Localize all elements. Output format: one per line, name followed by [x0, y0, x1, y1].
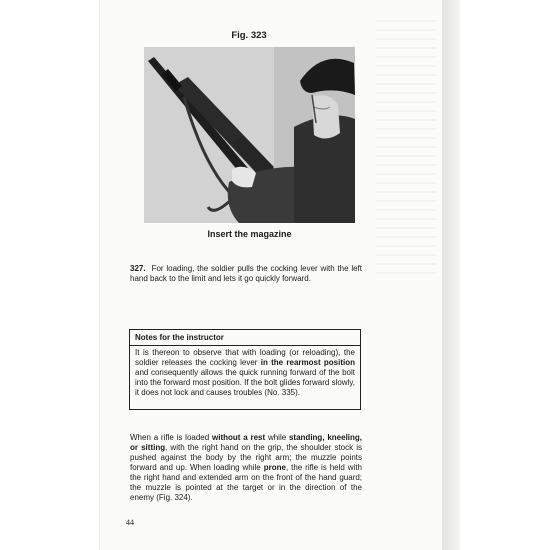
paragraph-text: while — [265, 433, 289, 442]
paragraph-text: , with the right hand on the grip, the shoulder stock is pushed against the body by the right arm; the muzzle points forward and up. When loading while — [130, 443, 363, 472]
paragraph-number: 327. — [130, 264, 146, 273]
notes-divider — [130, 345, 360, 346]
figure-photo — [144, 47, 355, 223]
scan-margin-right — [442, 0, 460, 550]
figure-label: Fig. 323 — [231, 30, 267, 41]
paragraph-327 — [130, 264, 362, 284]
page-number: 44 — [126, 518, 134, 527]
instructor-notes-box — [129, 329, 361, 410]
paragraph-text: When a rifle is loaded — [130, 433, 212, 442]
paragraph-emphasis: prone — [263, 463, 286, 472]
figure-caption: Insert the magazine — [207, 229, 292, 239]
paragraph-emphasis: without a rest — [212, 433, 266, 442]
notes-text: It is thereon to observe that with loading (or reloading), the soldier releases the cocking lever — [135, 348, 355, 367]
scan-margin-left — [0, 0, 100, 550]
notes-emphasis: in the rearmost position — [260, 358, 355, 367]
paragraph-emphasis: standing, kneeling, or sitting — [130, 433, 363, 452]
paragraph-rifle-loading — [130, 433, 362, 503]
paragraph-text: , the rifle is held with the right hand and extended arm on the front of the hand guard; the muzzle is pointed at the target or in the direction of the enemy (Fig. 324). — [130, 463, 362, 502]
paragraph-text: For loading, the soldier pulls the cocking lever with the left hand back to the limit and lets it go quickly forward. — [130, 264, 362, 283]
soldier-loading-rifle-illustration — [144, 47, 355, 223]
show-through-text — [376, 20, 436, 280]
notes-title: Notes for the instructor — [135, 333, 224, 342]
notes-text: and consequently allows the quick running forward of the bolt into the forward most position. If the bolt glides forward slowly, it does not lock and causes troubles (No. 335). — [135, 368, 355, 397]
notes-body — [135, 348, 355, 398]
